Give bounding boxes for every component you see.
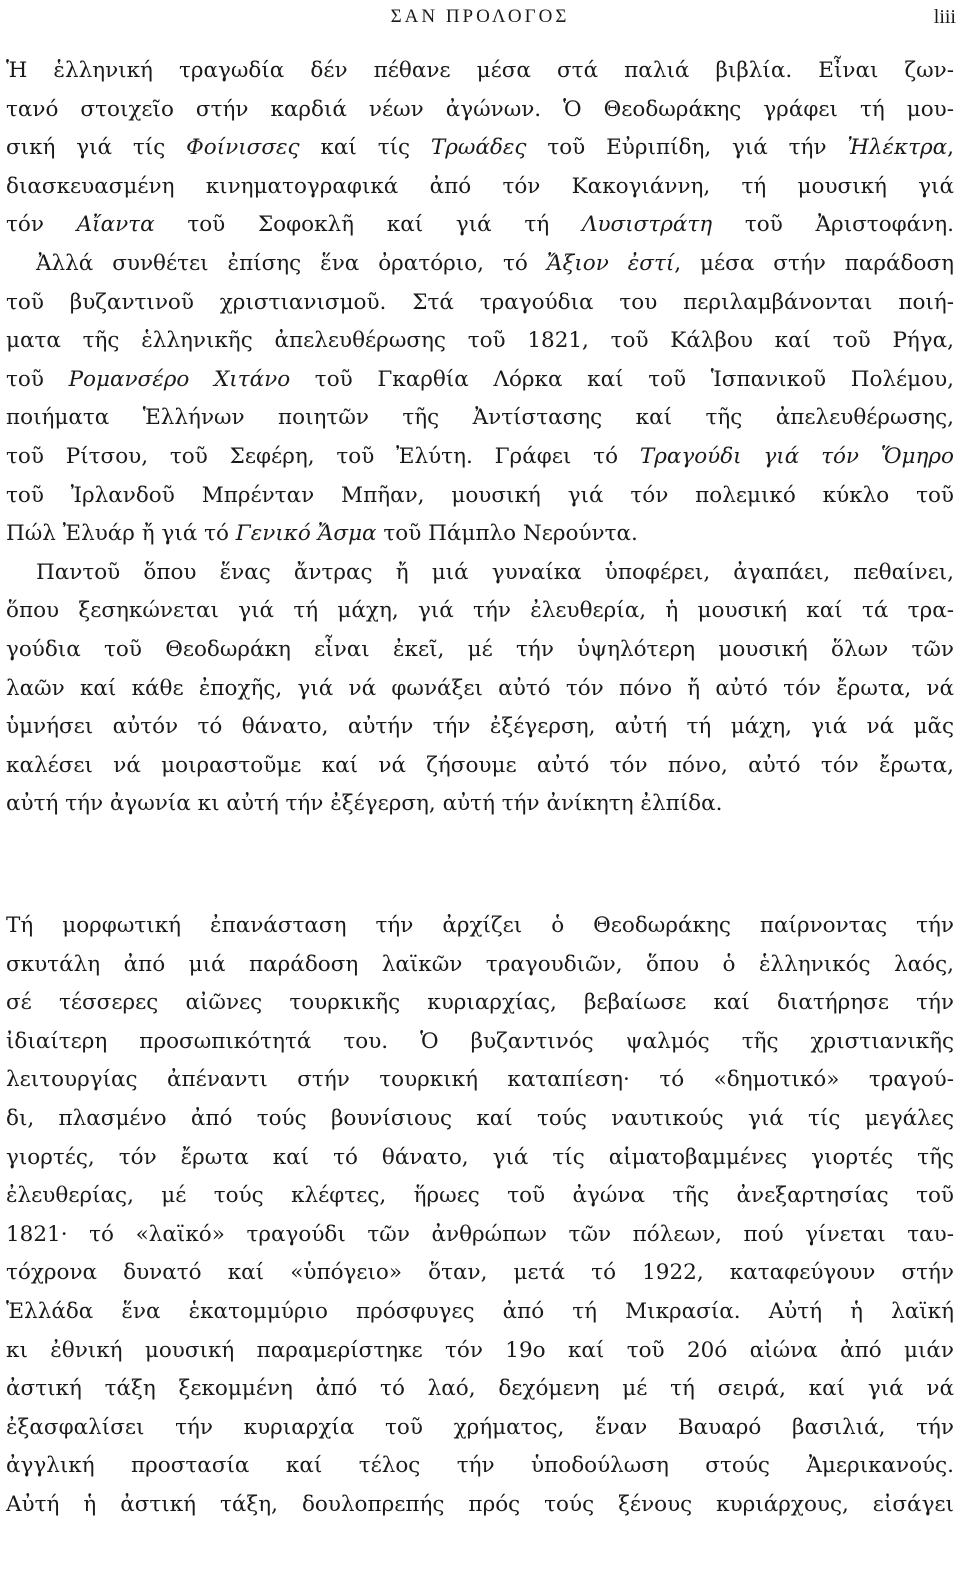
page-number: liii — [933, 6, 956, 28]
text-line: τανό στοιχεῖο στήν καρδιά νέων ἀγώνων. Ὁ Θεοδωράκης γράφει τή μου- — [6, 96, 954, 122]
text-line: ἀγγλική προστασία καί τέλος τήν ὑποδούλωση στούς Ἀμερικανούς. — [6, 1453, 954, 1479]
italic-title: Φοίνισσες — [186, 135, 300, 161]
italic-title: Γενικό Ἄσμα — [235, 521, 377, 547]
text-line: Ἑλλάδα ἕνα ἑκατομμύριο πρόσφυγες ἀπό τή Μικρασία. Αὐτή ἡ λαϊκή — [6, 1298, 954, 1324]
text-line: τόν Αἴαντα τοῦ Σοφοκλῆ καί γιά τή Λυσιστράτη τοῦ Ἀριστοφάνη. — [6, 212, 954, 238]
text-line: τοῦ βυζαντινοῦ χριστιανισμοῦ. Στά τραγούδια του περιλαμβάνονται ποιή- — [6, 289, 954, 315]
text-line: ὅπου ξεσηκώνεται γιά τή μάχη, γιά τήν ἐλευθερία, ἡ μουσική καί τά τρα- — [6, 598, 954, 624]
text-line: τοῦ Ρίτσου, τοῦ Σεφέρη, τοῦ Ἐλύτη. Γράφει τό Τραγούδι γιά τόν Ὅμηρο — [6, 443, 954, 469]
text-line: ποιήματα Ἑλλήνων ποιητῶν τῆς Ἀντίστασης καί τῆς ἀπελευθέρωσης, — [6, 405, 954, 431]
text-line: Αὐτή ἡ ἀστική τάξη, δουλοπρεπής πρός τούς ξένους κυριάρχους, εἰσάγει — [6, 1491, 954, 1517]
text-line: ἐλευθερίας, μέ τούς κλέφτες, ἥρωες τοῦ ἀγώνα τῆς ἀνεξαρτησίας τοῦ — [6, 1183, 954, 1209]
text-line: ματα τῆς ἑλληνικῆς ἀπελευθέρωσης τοῦ 1821, τοῦ Κάλβου καί τοῦ Ρήγα, — [6, 328, 954, 354]
section-two-text — [6, 907, 954, 1525]
italic-title: Ἄξιον ἐστί — [546, 250, 675, 276]
text-line: ἀστική τάξη ξεκομμένη ἀπό τό λαό, δεχόμενη μέ τή σειρά, καί γιά νά — [6, 1376, 954, 1402]
italic-title: Τρωάδες — [430, 135, 527, 161]
text-line: σκυτάλη ἀπό μιά παράδοση λαϊκῶν τραγουδιῶν, ὅπου ὁ ἑλληνικός λαός, — [6, 951, 954, 977]
italic-title: Αἴαντα — [76, 212, 155, 238]
text-line: τοῦ Ἰρλανδοῦ Μπρένταν Μπῆαν, μουσική γιά τόν πολεμικό κύκλο τοῦ — [6, 482, 954, 508]
italic-title: Λυσιστράτη — [581, 212, 713, 238]
text-line: γούδια τοῦ Θεοδωράκη εἶναι ἐκεῖ, μέ τήν ὑψηλότερη μουσική ὅλων τῶν — [6, 636, 954, 662]
text-line: αὐτή τήν ἀγωνία κι αὐτή τήν ἐξέγερση, αὐτή τήν ἀνίκητη ἐλπίδα. — [6, 791, 723, 817]
text-line: γιορτές, τόν ἔρωτα καί τό θάνατο, γιά τίς αἱματοβαμμένες γιορτές τῆς — [6, 1144, 954, 1170]
text-line: τοῦ Ρομανσέρο Χιτάνο τοῦ Γκαρθία Λόρκα καί τοῦ Ἱσπανικοῦ Πολέμου, — [6, 366, 954, 392]
text-line: σέ τέσσερες αἰῶνες τουρκικῆς κυριαρχίας, βεβαίωσε καί διατήρησε τήν — [6, 990, 954, 1016]
text-line: Ἀλλά συνθέτει ἐπίσης ἕνα ὀρατόριο, τό Ἄξιον ἐστί, μέσα στήν παράδοση — [36, 250, 955, 276]
text-line: λαῶν καί κάθε ἐποχῆς, γιά νά φωνάξει αὐτό τόν πόνο ἤ αὐτό τόν ἔρωτα, νά — [6, 675, 954, 701]
italic-title: Ρομανσέρο Χιτάνο — [68, 366, 291, 392]
text-line: διασκευασμένη κινηματογραφικά ἀπό τόν Κακογιάννη, τή μουσική γιά — [6, 173, 954, 199]
italic-title: Τραγούδι γιά τόν Ὅμηρο — [639, 443, 954, 469]
text-line: λειτουργίας ἀπέναντι στήν τουρκική καταπίεση· τό «δημοτικό» τραγού- — [6, 1067, 954, 1093]
text-line: Πώλ Ἐλυάρ ἤ γιά τό Γενικό Ἄσμα τοῦ Πάμπλο Νερούντα. — [6, 521, 638, 547]
running-head — [0, 4, 960, 30]
text-line: 1821· τό «λαϊκό» τραγούδι τῶν ἀνθρώπων τῶν πόλεων, πού γίνεται ταυ- — [6, 1221, 954, 1247]
text-line: Παντοῦ ὅπου ἕνας ἄντρας ἤ μιά γυναίκα ὑποφέρει, ἀγαπάει, πεθαίνει, — [36, 559, 954, 585]
running-title: ΣΑΝ ΠΡΟΛΟΓΟΣ — [390, 6, 570, 27]
text-line: ὑμνήσει αὐτόν τό θάνατο, αὐτήν τήν ἐξέγερση, αὐτή τή μάχη, γιά νά μᾶς — [6, 714, 954, 740]
section-one-text — [6, 52, 954, 824]
text-line: τόχρονα δυνατό καί «ὑπόγειο» ὅταν, μετά τό 1922, καταφεύγουν στήν — [6, 1260, 954, 1286]
text-line: σική γιά τίς Φοίνισσες καί τίς Τρωάδες τοῦ Εὐριπίδη, γιά τήν Ἠλέκτρα, — [6, 135, 954, 161]
text-line: Ἡ ἑλληνική τραγωδία δέν πέθανε μέσα στά παλιά βιβλία. Εἶναι ζων- — [6, 58, 954, 83]
text-line: δι, πλασμένο ἀπό τούς βουνίσιους καί τούς ναυτικούς γιά τίς μεγάλες — [6, 1105, 954, 1131]
italic-title: Ἠλέκτρα — [847, 135, 948, 161]
text-line: ἰδιαίτερη προσωπικότητά του. Ὁ βυζαντινός ψαλμός τῆς χριστιανικῆς — [6, 1028, 954, 1054]
text-line: κι ἐθνική μουσική παραμερίστηκε τόν 19ο καί τοῦ 20ό αἰώνα ἀπό μιάν — [6, 1337, 954, 1363]
text-line: ἐξασφαλίσει τήν κυριαρχία τοῦ χρήματος, ἕναν Βαυαρό βασιλιά, τήν — [6, 1414, 954, 1440]
text-line: καλέσει νά μοιραστοῦμε καί νά ζήσουμε αὐτό τόν πόνο, αὐτό τόν ἔρωτα, — [6, 752, 954, 778]
text-line: Τή μορφωτική ἐπανάσταση τήν ἀρχίζει ὁ Θεοδωράκης παίρνοντας τήν — [6, 913, 954, 938]
